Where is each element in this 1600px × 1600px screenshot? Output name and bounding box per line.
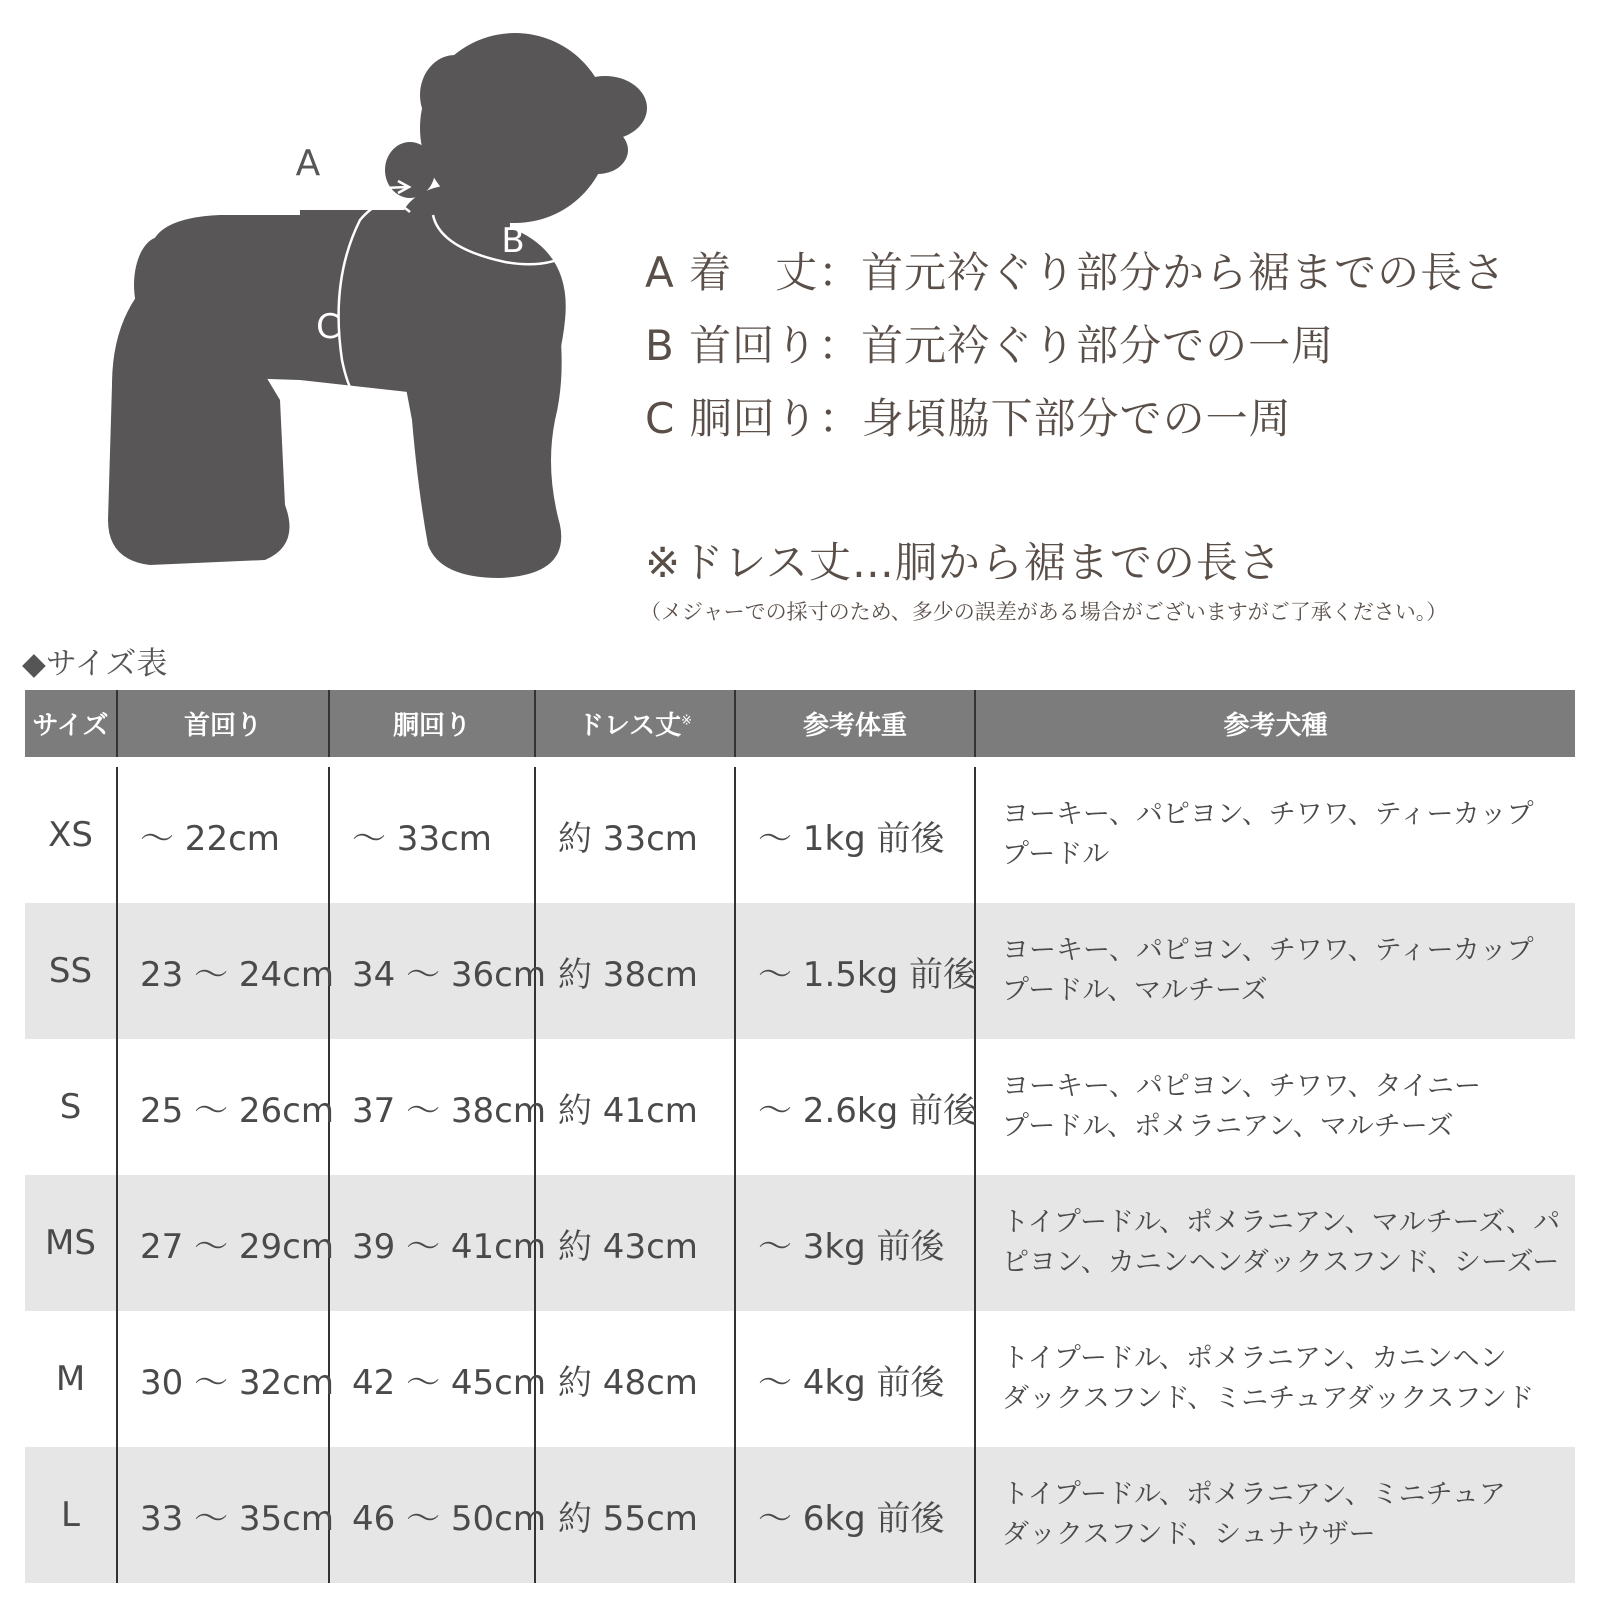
cell-waist: 46 ～ 50cm	[329, 1447, 535, 1583]
table-header-row	[25, 690, 1575, 762]
legend-line-c: C 胴回り：身頃脇下部分での一周	[645, 394, 1292, 443]
cell-size: SS	[25, 903, 117, 1039]
dog-silhouette	[108, 33, 647, 578]
cell-weight: ～ 3kg 前後	[735, 1175, 975, 1311]
breed-line: トイプードル、ポメラニアン、ミニチュア	[1002, 1479, 1506, 1510]
cell-weight: ～ 1.5kg 前後	[735, 903, 975, 1039]
table-row	[25, 1039, 1575, 1175]
cell-weight: ～ 2.6kg 前後	[735, 1039, 975, 1175]
header-weight: 参考体重	[735, 690, 975, 762]
legend-line-a: A 着 丈：首元衿ぐり部分から裾までの長さ	[645, 248, 1507, 297]
cell-size: MS	[25, 1175, 117, 1311]
cell-breed	[975, 903, 1575, 1039]
breed-line: ダックスフンド、シュナウザー	[1002, 1519, 1376, 1550]
cell-waist: ～ 33cm	[329, 762, 535, 903]
cell-breed	[975, 1311, 1575, 1447]
header-size: サイズ	[25, 690, 117, 762]
cell-weight: ～ 4kg 前後	[735, 1311, 975, 1447]
cell-neck: 23 ～ 24cm	[117, 903, 329, 1039]
dress-length-note: ※ドレス丈…胴から裾までの長さ	[645, 538, 1282, 587]
cell-size: S	[59, 1087, 82, 1127]
header-neck: 首回り	[117, 690, 329, 762]
cell-dress: 約 41cm	[535, 1039, 735, 1175]
breed-line: プードル、ポメラニアン、マルチーズ	[1002, 1111, 1454, 1142]
cell-dress: 約 38cm	[535, 903, 735, 1039]
cell-breed	[975, 762, 1575, 903]
label-c: C	[316, 307, 340, 347]
breed-line: ダックスフンド、ミニチュアダックスフンド	[1002, 1383, 1535, 1414]
breed-line: プードル	[1002, 839, 1110, 870]
cell-size: XS	[25, 762, 117, 903]
cell-waist: 42 ～ 45cm	[329, 1311, 535, 1447]
breed-line: トイプードル、ポメラニアン、カニンヘン	[1002, 1343, 1507, 1374]
cell-size: L	[25, 1447, 117, 1583]
cell-size: M	[55, 1359, 86, 1399]
measurement-disclaimer: （メジャーでの採寸のため、多少の誤差がある場合がございますがご了承ください。）	[640, 600, 1448, 624]
breed-line: ヨーキー、パピヨン、チワワ、ティーカップ	[1002, 799, 1534, 830]
breed-line: ピヨン、カニンヘンダックスフンド、シーズー	[1002, 1247, 1560, 1278]
cell-neck: ～ 22cm	[117, 762, 329, 903]
table-row	[25, 903, 1575, 1039]
size-table	[25, 690, 1575, 1583]
breed-line: ヨーキー、パピヨン、チワワ、ティーカップ	[1002, 935, 1534, 966]
cell-dress: 約 33cm	[535, 762, 735, 903]
cell-dress: 約 43cm	[535, 1175, 735, 1311]
cell-neck: 25 ～ 26cm	[117, 1039, 329, 1175]
table-row	[25, 762, 1575, 903]
label-b: B	[501, 221, 525, 261]
cell-weight: ～ 1kg 前後	[735, 762, 975, 903]
cell-breed	[975, 1175, 1575, 1311]
header-dress	[535, 690, 735, 762]
cell-weight: ～ 6kg 前後	[735, 1447, 975, 1583]
table-row	[25, 1447, 1575, 1583]
size-table-title: ◆サイズ表	[22, 646, 168, 682]
table-row	[25, 1311, 1575, 1447]
legend-line-b: B 首回り：首元衿ぐり部分での一周	[645, 321, 1335, 370]
breed-line: ヨーキー、パピヨン、チワワ、タイニー	[1002, 1071, 1481, 1102]
cell-dress: 約 55cm	[535, 1447, 735, 1583]
breed-line: トイプードル、ポメラニアン、マルチーズ、パ	[1002, 1207, 1561, 1238]
cell-dress: 約 48cm	[535, 1311, 735, 1447]
cell-neck: 33 ～ 35cm	[117, 1447, 329, 1583]
cell-waist: 37 ～ 38cm	[329, 1039, 535, 1175]
breed-line: プードル、マルチーズ	[1002, 975, 1268, 1006]
cell-neck: 27 ～ 29cm	[117, 1175, 329, 1311]
cell-neck: 30 ～ 32cm	[117, 1311, 329, 1447]
label-a: A	[295, 143, 321, 184]
header-dress-mark: ※	[681, 713, 693, 729]
cell-breed	[975, 1447, 1575, 1583]
table-row	[25, 1175, 1575, 1311]
measurement-legend	[645, 236, 1575, 455]
header-dress-label: ドレス丈	[577, 711, 682, 741]
cell-waist: 39 ～ 41cm	[329, 1175, 535, 1311]
arrow-a-line	[172, 187, 408, 197]
dog-measurement-diagram	[100, 20, 660, 600]
cell-breed	[975, 1039, 1575, 1175]
cell-waist: 34 ～ 36cm	[329, 903, 535, 1039]
header-breed: 参考犬種	[975, 690, 1575, 762]
header-waist: 胴回り	[329, 690, 535, 762]
